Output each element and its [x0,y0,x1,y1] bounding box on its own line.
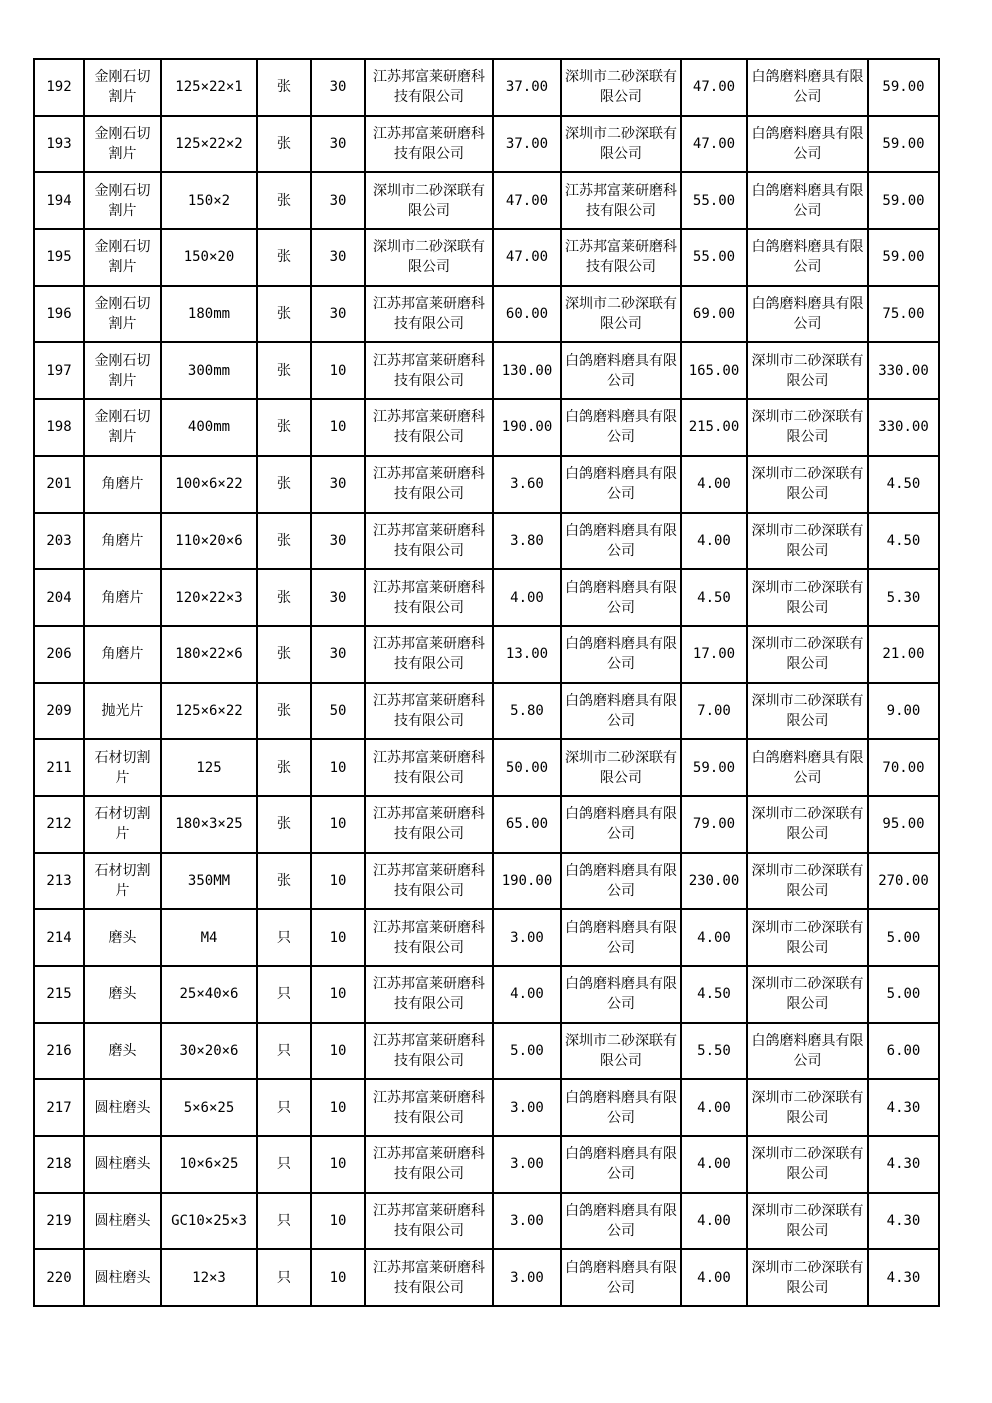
item-quantity: 10 [311,1249,365,1306]
supplier-1-price: 5.00 [493,1023,561,1080]
supplier-3-price: 6.00 [868,1023,939,1080]
supplier-3-price: 4.30 [868,1249,939,1306]
supplier-1-price: 3.00 [493,1136,561,1193]
supplier-3-name: 深圳市二砂深联有限公司 [747,1136,868,1193]
supplier-2-price: 47.00 [681,116,747,173]
supplier-2-name: 白鸽磨料磨具有限公司 [561,683,681,740]
row-number: 216 [34,1023,84,1080]
item-spec: 125×22×2 [161,116,257,173]
supplier-3-name: 深圳市二砂深联有限公司 [747,626,868,683]
supplier-3-price: 59.00 [868,59,939,116]
item-name: 金刚石切割片 [84,342,161,399]
row-number: 211 [34,739,84,796]
table-row [34,569,939,626]
row-number: 219 [34,1193,84,1250]
item-spec: 150×2 [161,172,257,229]
item-spec: 180×3×25 [161,796,257,853]
table-row [34,966,939,1023]
supplier-3-price: 4.30 [868,1079,939,1136]
item-quantity: 10 [311,1023,365,1080]
supplier-1-name: 江苏邦富莱研磨科技有限公司 [365,683,493,740]
item-unit: 只 [257,1136,311,1193]
item-name: 角磨片 [84,456,161,513]
supplier-1-price: 37.00 [493,116,561,173]
supplier-2-name: 白鸽磨料磨具有限公司 [561,569,681,626]
item-spec: M4 [161,909,257,966]
supplier-1-price: 60.00 [493,286,561,343]
supplier-2-price: 165.00 [681,342,747,399]
supplier-1-price: 5.80 [493,683,561,740]
row-number: 203 [34,513,84,570]
item-quantity: 30 [311,59,365,116]
item-quantity: 30 [311,569,365,626]
item-quantity: 30 [311,513,365,570]
row-number: 209 [34,683,84,740]
supplier-1-name: 江苏邦富莱研磨科技有限公司 [365,399,493,456]
item-unit: 张 [257,286,311,343]
row-number: 192 [34,59,84,116]
supplier-1-name: 江苏邦富莱研磨科技有限公司 [365,966,493,1023]
supplier-3-name: 白鸽磨料磨具有限公司 [747,116,868,173]
item-quantity: 30 [311,456,365,513]
table-row [34,683,939,740]
item-quantity: 10 [311,1079,365,1136]
supplier-1-price: 13.00 [493,626,561,683]
supplier-1-name: 江苏邦富莱研磨科技有限公司 [365,1136,493,1193]
supplier-3-price: 4.30 [868,1193,939,1250]
supplier-1-name: 江苏邦富莱研磨科技有限公司 [365,626,493,683]
supplier-2-name: 白鸽磨料磨具有限公司 [561,1136,681,1193]
row-number: 201 [34,456,84,513]
supplier-2-name: 白鸽磨料磨具有限公司 [561,796,681,853]
table-body [34,59,939,1306]
row-number: 220 [34,1249,84,1306]
row-number: 213 [34,853,84,910]
supplier-3-price: 75.00 [868,286,939,343]
item-spec: 25×40×6 [161,966,257,1023]
supplier-2-price: 4.00 [681,513,747,570]
item-unit: 张 [257,853,311,910]
supplier-3-name: 深圳市二砂深联有限公司 [747,966,868,1023]
supplier-3-name: 深圳市二砂深联有限公司 [747,399,868,456]
supplier-1-name: 江苏邦富莱研磨科技有限公司 [365,569,493,626]
supplier-2-price: 5.50 [681,1023,747,1080]
item-quantity: 30 [311,116,365,173]
item-name: 磨头 [84,1023,161,1080]
item-unit: 张 [257,626,311,683]
supplier-1-name: 江苏邦富莱研磨科技有限公司 [365,342,493,399]
supplier-2-name: 深圳市二砂深联有限公司 [561,739,681,796]
item-name: 金刚石切割片 [84,229,161,286]
table-row [34,626,939,683]
table-row [34,59,939,116]
item-quantity: 10 [311,399,365,456]
item-unit: 张 [257,59,311,116]
item-name: 抛光片 [84,683,161,740]
supplier-1-name: 江苏邦富莱研磨科技有限公司 [365,909,493,966]
supplier-2-price: 17.00 [681,626,747,683]
supplier-2-name: 白鸽磨料磨具有限公司 [561,909,681,966]
supplier-2-price: 4.50 [681,569,747,626]
item-unit: 张 [257,569,311,626]
supplier-2-price: 4.00 [681,456,747,513]
supplier-1-price: 3.80 [493,513,561,570]
item-unit: 张 [257,342,311,399]
item-spec: 5×6×25 [161,1079,257,1136]
row-number: 204 [34,569,84,626]
item-spec: 300mm [161,342,257,399]
supplier-2-price: 47.00 [681,59,747,116]
supplier-2-name: 白鸽磨料磨具有限公司 [561,626,681,683]
supplier-1-price: 37.00 [493,59,561,116]
table-row [34,796,939,853]
item-spec: 180×22×6 [161,626,257,683]
supplier-1-price: 3.00 [493,1079,561,1136]
item-name: 金刚石切割片 [84,59,161,116]
item-spec: 180mm [161,286,257,343]
supplier-3-price: 70.00 [868,739,939,796]
supplier-3-price: 270.00 [868,853,939,910]
supplier-2-price: 69.00 [681,286,747,343]
item-unit: 张 [257,796,311,853]
supplier-2-price: 59.00 [681,739,747,796]
supplier-3-name: 深圳市二砂深联有限公司 [747,796,868,853]
table-row [34,399,939,456]
table-row [34,739,939,796]
supplier-2-name: 江苏邦富莱研磨科技有限公司 [561,229,681,286]
supplier-3-name: 深圳市二砂深联有限公司 [747,853,868,910]
supplier-1-name: 江苏邦富莱研磨科技有限公司 [365,513,493,570]
price-comparison-table [33,58,940,1307]
row-number: 196 [34,286,84,343]
item-name: 圆柱磨头 [84,1136,161,1193]
item-spec: 150×20 [161,229,257,286]
supplier-2-name: 白鸽磨料磨具有限公司 [561,342,681,399]
supplier-3-name: 深圳市二砂深联有限公司 [747,1079,868,1136]
supplier-1-price: 3.00 [493,909,561,966]
supplier-3-name: 深圳市二砂深联有限公司 [747,456,868,513]
table-row [34,513,939,570]
item-spec: 125×22×1 [161,59,257,116]
item-unit: 张 [257,229,311,286]
item-spec: 30×20×6 [161,1023,257,1080]
item-quantity: 30 [311,172,365,229]
item-quantity: 10 [311,739,365,796]
supplier-2-price: 79.00 [681,796,747,853]
row-number: 198 [34,399,84,456]
supplier-1-name: 江苏邦富莱研磨科技有限公司 [365,286,493,343]
supplier-2-name: 白鸽磨料磨具有限公司 [561,1079,681,1136]
row-number: 218 [34,1136,84,1193]
supplier-3-name: 深圳市二砂深联有限公司 [747,569,868,626]
supplier-1-price: 47.00 [493,229,561,286]
supplier-3-name: 白鸽磨料磨具有限公司 [747,739,868,796]
supplier-2-price: 230.00 [681,853,747,910]
row-number: 195 [34,229,84,286]
supplier-3-price: 4.50 [868,513,939,570]
item-unit: 张 [257,513,311,570]
supplier-1-price: 3.00 [493,1193,561,1250]
supplier-1-name: 江苏邦富莱研磨科技有限公司 [365,1193,493,1250]
row-number: 197 [34,342,84,399]
table-row [34,456,939,513]
item-spec: 400mm [161,399,257,456]
item-spec: 10×6×25 [161,1136,257,1193]
supplier-3-price: 59.00 [868,116,939,173]
supplier-1-name: 深圳市二砂深联有限公司 [365,229,493,286]
supplier-2-price: 55.00 [681,229,747,286]
item-spec: 350MM [161,853,257,910]
item-unit: 张 [257,116,311,173]
supplier-2-price: 55.00 [681,172,747,229]
table-row [34,1023,939,1080]
item-quantity: 10 [311,966,365,1023]
item-quantity: 50 [311,683,365,740]
item-spec: 125×6×22 [161,683,257,740]
supplier-3-name: 深圳市二砂深联有限公司 [747,513,868,570]
supplier-1-price: 3.00 [493,1249,561,1306]
table-row [34,1249,939,1306]
supplier-1-price: 65.00 [493,796,561,853]
supplier-1-price: 190.00 [493,853,561,910]
supplier-2-price: 4.00 [681,1193,747,1250]
supplier-3-price: 330.00 [868,399,939,456]
supplier-2-name: 白鸽磨料磨具有限公司 [561,1249,681,1306]
supplier-1-price: 3.60 [493,456,561,513]
item-name: 金刚石切割片 [84,172,161,229]
item-quantity: 30 [311,286,365,343]
supplier-3-price: 5.00 [868,966,939,1023]
table-row [34,172,939,229]
item-unit: 只 [257,909,311,966]
table-row [34,342,939,399]
supplier-1-name: 深圳市二砂深联有限公司 [365,172,493,229]
item-name: 金刚石切割片 [84,286,161,343]
table-row [34,1079,939,1136]
supplier-3-name: 深圳市二砂深联有限公司 [747,342,868,399]
supplier-2-name: 深圳市二砂深联有限公司 [561,116,681,173]
item-quantity: 30 [311,229,365,286]
item-name: 角磨片 [84,569,161,626]
item-quantity: 10 [311,1193,365,1250]
supplier-2-price: 215.00 [681,399,747,456]
item-name: 圆柱磨头 [84,1079,161,1136]
item-unit: 张 [257,399,311,456]
item-spec: 100×6×22 [161,456,257,513]
supplier-3-price: 9.00 [868,683,939,740]
supplier-3-name: 深圳市二砂深联有限公司 [747,683,868,740]
supplier-3-name: 白鸽磨料磨具有限公司 [747,1023,868,1080]
supplier-2-name: 白鸽磨料磨具有限公司 [561,1193,681,1250]
item-unit: 张 [257,739,311,796]
supplier-3-name: 白鸽磨料磨具有限公司 [747,286,868,343]
supplier-3-price: 4.50 [868,456,939,513]
supplier-2-price: 4.00 [681,909,747,966]
item-spec: 120×22×3 [161,569,257,626]
table-row [34,116,939,173]
supplier-3-name: 白鸽磨料磨具有限公司 [747,172,868,229]
row-number: 194 [34,172,84,229]
supplier-1-name: 江苏邦富莱研磨科技有限公司 [365,1023,493,1080]
supplier-3-price: 21.00 [868,626,939,683]
supplier-2-name: 白鸽磨料磨具有限公司 [561,456,681,513]
table-row [34,1136,939,1193]
item-name: 圆柱磨头 [84,1249,161,1306]
supplier-2-name: 白鸽磨料磨具有限公司 [561,399,681,456]
item-name: 角磨片 [84,513,161,570]
supplier-2-name: 江苏邦富莱研磨科技有限公司 [561,172,681,229]
table-row [34,1193,939,1250]
item-spec: 12×3 [161,1249,257,1306]
table-row [34,909,939,966]
supplier-1-name: 江苏邦富莱研磨科技有限公司 [365,59,493,116]
supplier-1-name: 江苏邦富莱研磨科技有限公司 [365,853,493,910]
row-number: 193 [34,116,84,173]
supplier-3-price: 5.30 [868,569,939,626]
item-name: 石材切割片 [84,739,161,796]
item-quantity: 10 [311,796,365,853]
supplier-2-name: 白鸽磨料磨具有限公司 [561,966,681,1023]
supplier-1-price: 47.00 [493,172,561,229]
item-quantity: 10 [311,909,365,966]
item-unit: 只 [257,966,311,1023]
item-unit: 只 [257,1249,311,1306]
item-unit: 张 [257,456,311,513]
supplier-3-price: 5.00 [868,909,939,966]
supplier-1-price: 190.00 [493,399,561,456]
supplier-3-price: 95.00 [868,796,939,853]
item-spec: 110×20×6 [161,513,257,570]
supplier-3-price: 4.30 [868,1136,939,1193]
supplier-3-price: 330.00 [868,342,939,399]
supplier-1-price: 4.00 [493,966,561,1023]
item-unit: 只 [257,1193,311,1250]
supplier-1-name: 江苏邦富莱研磨科技有限公司 [365,739,493,796]
row-number: 206 [34,626,84,683]
item-name: 角磨片 [84,626,161,683]
item-unit: 只 [257,1079,311,1136]
table-row [34,286,939,343]
item-unit: 只 [257,1023,311,1080]
item-quantity: 10 [311,1136,365,1193]
supplier-2-price: 4.50 [681,966,747,1023]
item-quantity: 10 [311,342,365,399]
supplier-1-name: 江苏邦富莱研磨科技有限公司 [365,116,493,173]
item-name: 磨头 [84,909,161,966]
item-name: 石材切割片 [84,796,161,853]
supplier-3-name: 白鸽磨料磨具有限公司 [747,229,868,286]
supplier-1-price: 50.00 [493,739,561,796]
row-number: 214 [34,909,84,966]
item-name: 磨头 [84,966,161,1023]
supplier-3-price: 59.00 [868,229,939,286]
supplier-2-price: 7.00 [681,683,747,740]
supplier-2-name: 深圳市二砂深联有限公司 [561,59,681,116]
item-name: 金刚石切割片 [84,116,161,173]
supplier-1-price: 4.00 [493,569,561,626]
item-spec: GC10×25×3 [161,1193,257,1250]
supplier-3-name: 白鸽磨料磨具有限公司 [747,59,868,116]
supplier-2-name: 白鸽磨料磨具有限公司 [561,853,681,910]
supplier-1-name: 江苏邦富莱研磨科技有限公司 [365,456,493,513]
table-row [34,229,939,286]
supplier-1-name: 江苏邦富莱研磨科技有限公司 [365,1249,493,1306]
item-quantity: 10 [311,853,365,910]
item-unit: 张 [257,172,311,229]
item-spec: 125 [161,739,257,796]
supplier-3-name: 深圳市二砂深联有限公司 [747,1193,868,1250]
item-name: 石材切割片 [84,853,161,910]
supplier-3-name: 深圳市二砂深联有限公司 [747,909,868,966]
table-row [34,853,939,910]
supplier-2-name: 深圳市二砂深联有限公司 [561,1023,681,1080]
row-number: 215 [34,966,84,1023]
supplier-1-name: 江苏邦富莱研磨科技有限公司 [365,1079,493,1136]
supplier-2-price: 4.00 [681,1249,747,1306]
item-name: 金刚石切割片 [84,399,161,456]
supplier-1-name: 江苏邦富莱研磨科技有限公司 [365,796,493,853]
supplier-3-price: 59.00 [868,172,939,229]
supplier-1-price: 130.00 [493,342,561,399]
supplier-2-name: 深圳市二砂深联有限公司 [561,286,681,343]
supplier-2-name: 白鸽磨料磨具有限公司 [561,513,681,570]
item-name: 圆柱磨头 [84,1193,161,1250]
supplier-3-name: 深圳市二砂深联有限公司 [747,1249,868,1306]
supplier-2-price: 4.00 [681,1136,747,1193]
supplier-2-price: 4.00 [681,1079,747,1136]
item-quantity: 30 [311,626,365,683]
item-unit: 张 [257,683,311,740]
row-number: 217 [34,1079,84,1136]
row-number: 212 [34,796,84,853]
